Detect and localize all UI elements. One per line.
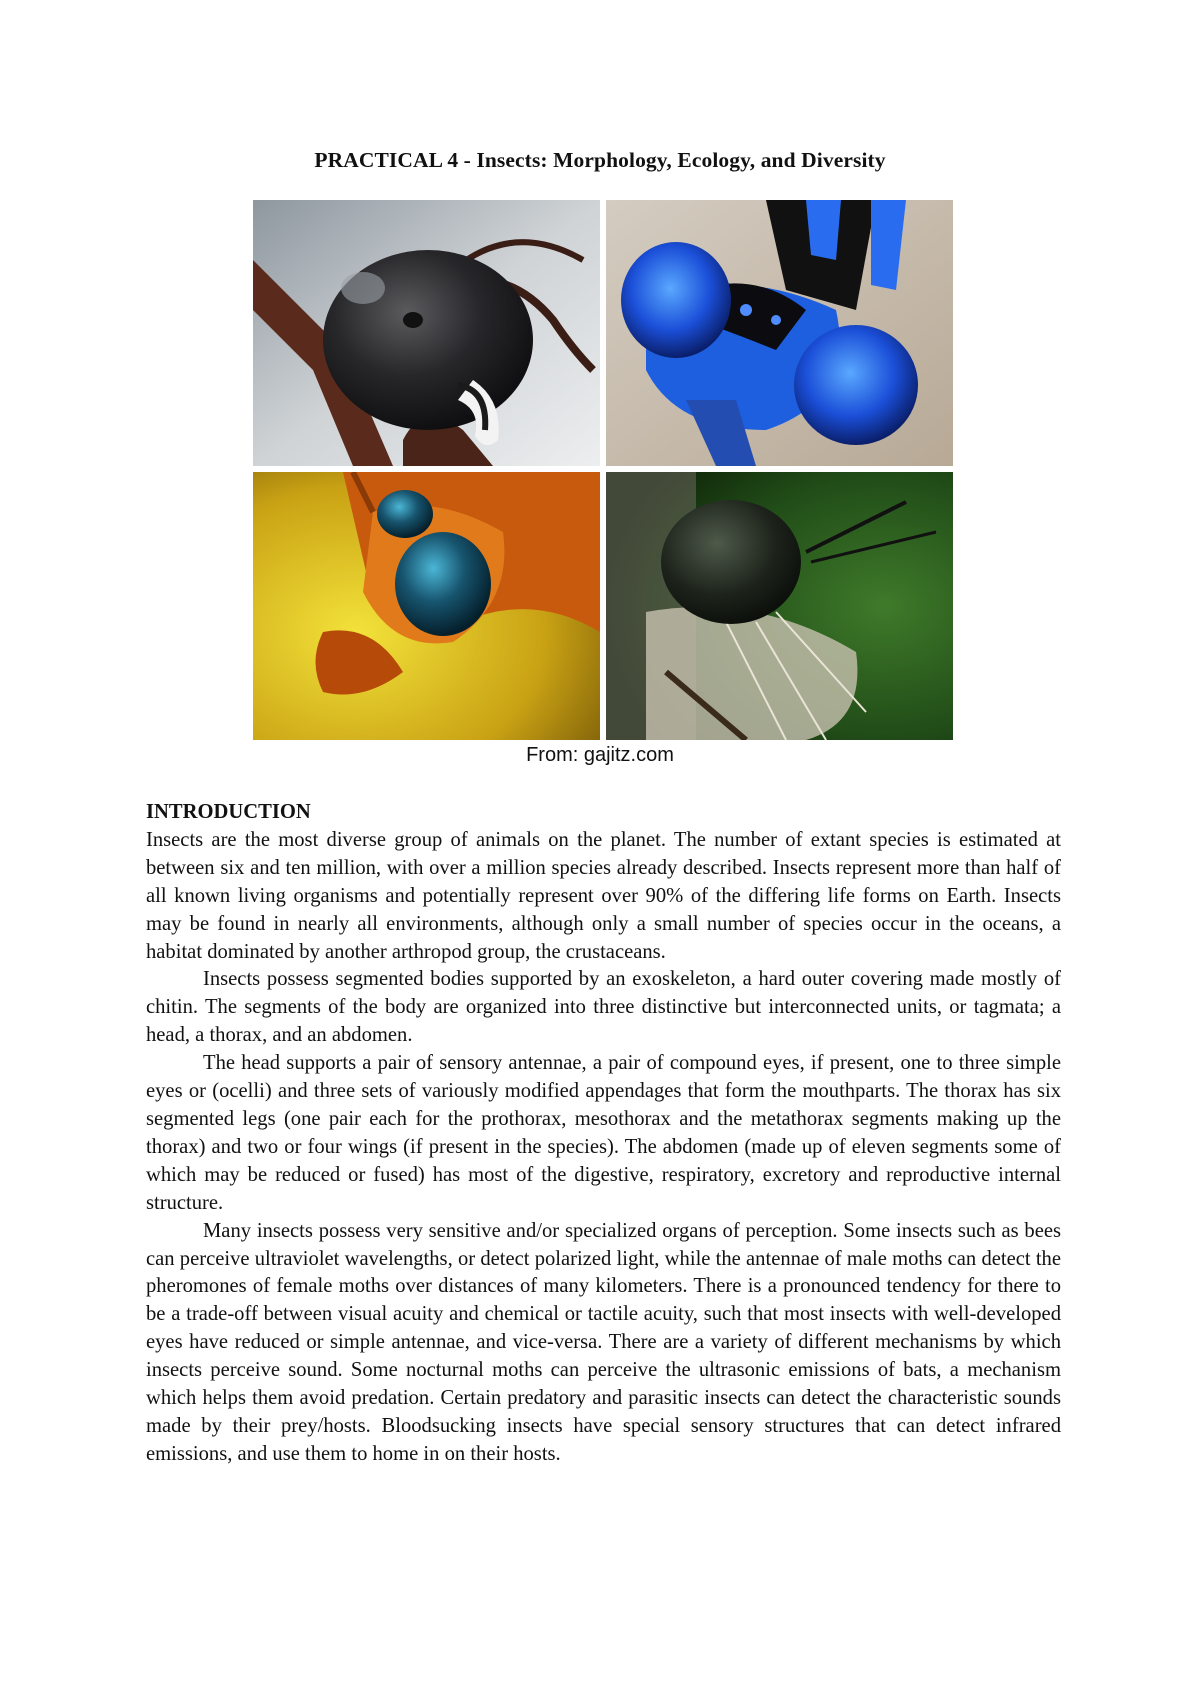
paragraph: The head supports a pair of sensory antennae, a pair of compound eyes, if present, one to three simple eyes or (ocelli) and three sets of variously modified appendages that form the mouthparts. The thorax has six segmented legs (one pair each for the prothorax, mesothorax and the metathorax segments making up the thorax) and two or four wings (if present in the species). The abdomen (made up of eleven segments some of which may be reduced or fused) has most of the digestive, respiratory, excretory and reproductive internal structure. — [146, 1052, 1061, 1214]
damselfly-photo — [606, 200, 953, 466]
introduction-section — [146, 799, 1061, 1469]
paragraph: Many insects possess very sensitive and/or specialized organs of perception. Some insects such as bees can perceive ultraviolet wavelengths, or detect polarized light, while the antennae of male moths can detect the pheromones of female moths over distances of many kilometers. There is a pronounced tendency for there to be a trade-off between visual acuity and chemical or tactile acuity, such that most insects with well-developed eyes have reduced or simple antennae, and vice-versa. There are a variety of different mechanisms by which insects perceive sound. Some nocturnal moths can perceive the ultrasonic emissions of bats, a mechanism which helps them avoid predation. Certain predatory and parasitic insects can detect the characteristic sounds made by their prey/hosts. Bloodsucking insects have special sensory structures that can detect infrared emissions, and use them to home in on their hosts. — [146, 1219, 1061, 1465]
photo-grid — [253, 200, 953, 740]
paragraph: Insects are the most diverse group of animals on the planet. The number of extant species is estimated at between six and ten million, with over a million species already described. Insects represent more than half of all known living organisms and potentially represent over 90% of the differing life forms on Earth. Insects may be found in nearly all environments, although only a small number of species occur in the oceans, a habitat dominated by another arthropod group, the crustaceans. — [146, 828, 1061, 963]
robber-fly-photo — [606, 472, 953, 740]
paragraph: Insects possess segmented bodies supported by an exoskeleton, a hard outer covering made mostly of chitin. The segments of the body are organized into three distinctive but interconnected units, or tagmata; a head, a thorax, and an abdomen. — [146, 968, 1061, 1047]
image-caption: From: gajitz.com — [526, 744, 674, 766]
page-title: PRACTICAL 4 - Insects: Morphology, Ecology, and Diversity — [314, 148, 886, 172]
section-heading: INTRODUCTION — [146, 801, 311, 823]
orange-fly-photo — [253, 472, 600, 740]
ant-photo — [253, 200, 600, 466]
